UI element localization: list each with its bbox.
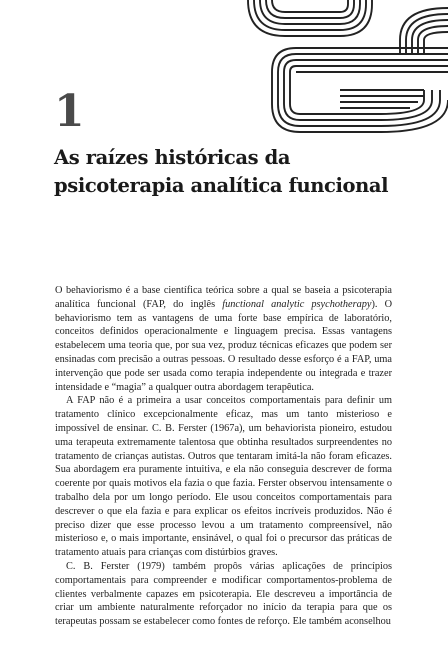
stripe-arc	[284, 60, 380, 120]
stripe-arc	[380, 90, 424, 114]
stripe-arc	[424, 32, 448, 54]
stripe-arc	[380, 90, 440, 126]
stripe-arc	[254, 0, 300, 30]
paragraph: A FAP não é a primeira a usar conceitos comportamentais para definir um tratamento clínico excepcionalmente eficaz, mas um tanto misterioso e impossível de ensinar. C. B. Ferster (1967a), um behaviorista pioneiro, estudou uma terapeuta extremamente talentosa que obtinha resultados surpreendentes no tratamento de crianças autistas. Outros que tentaram imitá-la não foram eficazes. Sua abordagem era puramente intuitiva, e ela não conseguia descrever de forma coerente por quais motivos ela fazia o que fazia. Ferster observou intensamente o trabalho dela por um longo período. Ele usou conceitos comportamentais para descrever o que ela fazia e para explicar os efeitos incríveis produzidos. Não é preciso dizer que esse processo levou a um tratamento compreensível, não misterioso e, o mais importante, ensinável, o qual foi o precursor das práticas de tratamento atuais para crianças com distúrbios graves.	[55, 395, 392, 559]
stripe-arc	[380, 100, 448, 132]
paragraph-text: O behaviorismo é a base científica teórica sobre a qual se baseia a psicoterapia analítica funcional (FAP, do inglês	[55, 285, 392, 310]
paragraph-text: ). O behaviorismo tem as vantagens de uma forte base empírica de laboratório, conceitos definidos operacionalmente e linguagem precisa. Essas vantagens estabelecem uma teoria que, por sua vez, produz técnicas eficazes que podem ser ensinadas com precisão a outras pessoas. O resultado desse esforço é a FAP, uma intervenção que pode ser usada como terapia independente ou integrada e trazer intensidade e “magia” a qualquer outra abordagem terapêutica.	[55, 298, 393, 393]
stripe-arc	[300, 0, 372, 36]
paragraph-italic: functional analytic psychotherapy	[222, 298, 372, 310]
chapter-title	[54, 144, 414, 200]
stripe-arc	[272, 0, 300, 12]
stripe-arc	[300, 0, 366, 30]
stripe-arc	[266, 0, 300, 18]
stripe-arc	[300, 0, 360, 24]
chapter-title-line: psicoterapia analítica funcional	[54, 174, 389, 197]
body-text	[55, 284, 392, 629]
stripe-arc	[272, 48, 380, 132]
stripe-arc	[290, 66, 380, 114]
stripe-arc	[406, 14, 448, 54]
stripe-arc	[380, 90, 432, 120]
stripe-arc	[260, 0, 300, 24]
paragraph: C. B. Ferster (1979) também propôs várias aplicações de princípios comportamentais para compreender e modificar comportamentos-problema de clientes verbalmente capazes em psicoterapia. Ele descreveu a importância de criar um ambiente naturalmente reforçador no início da terapia para que os terapeutas possam se estabelecer como fontes de reforço. Ele também aconselhou	[55, 560, 392, 628]
stripe-arc	[300, 0, 354, 18]
stripe-arc	[278, 54, 380, 126]
chapter-title-line: As raízes históricas da	[54, 146, 291, 169]
stripe-arc	[248, 0, 300, 36]
chapter-number: 1	[54, 86, 85, 137]
paragraph	[55, 284, 392, 394]
stripe-arc	[400, 8, 448, 54]
stripe-arc	[412, 20, 448, 54]
stripe-arc	[300, 0, 348, 12]
stripe-arc	[418, 26, 448, 54]
